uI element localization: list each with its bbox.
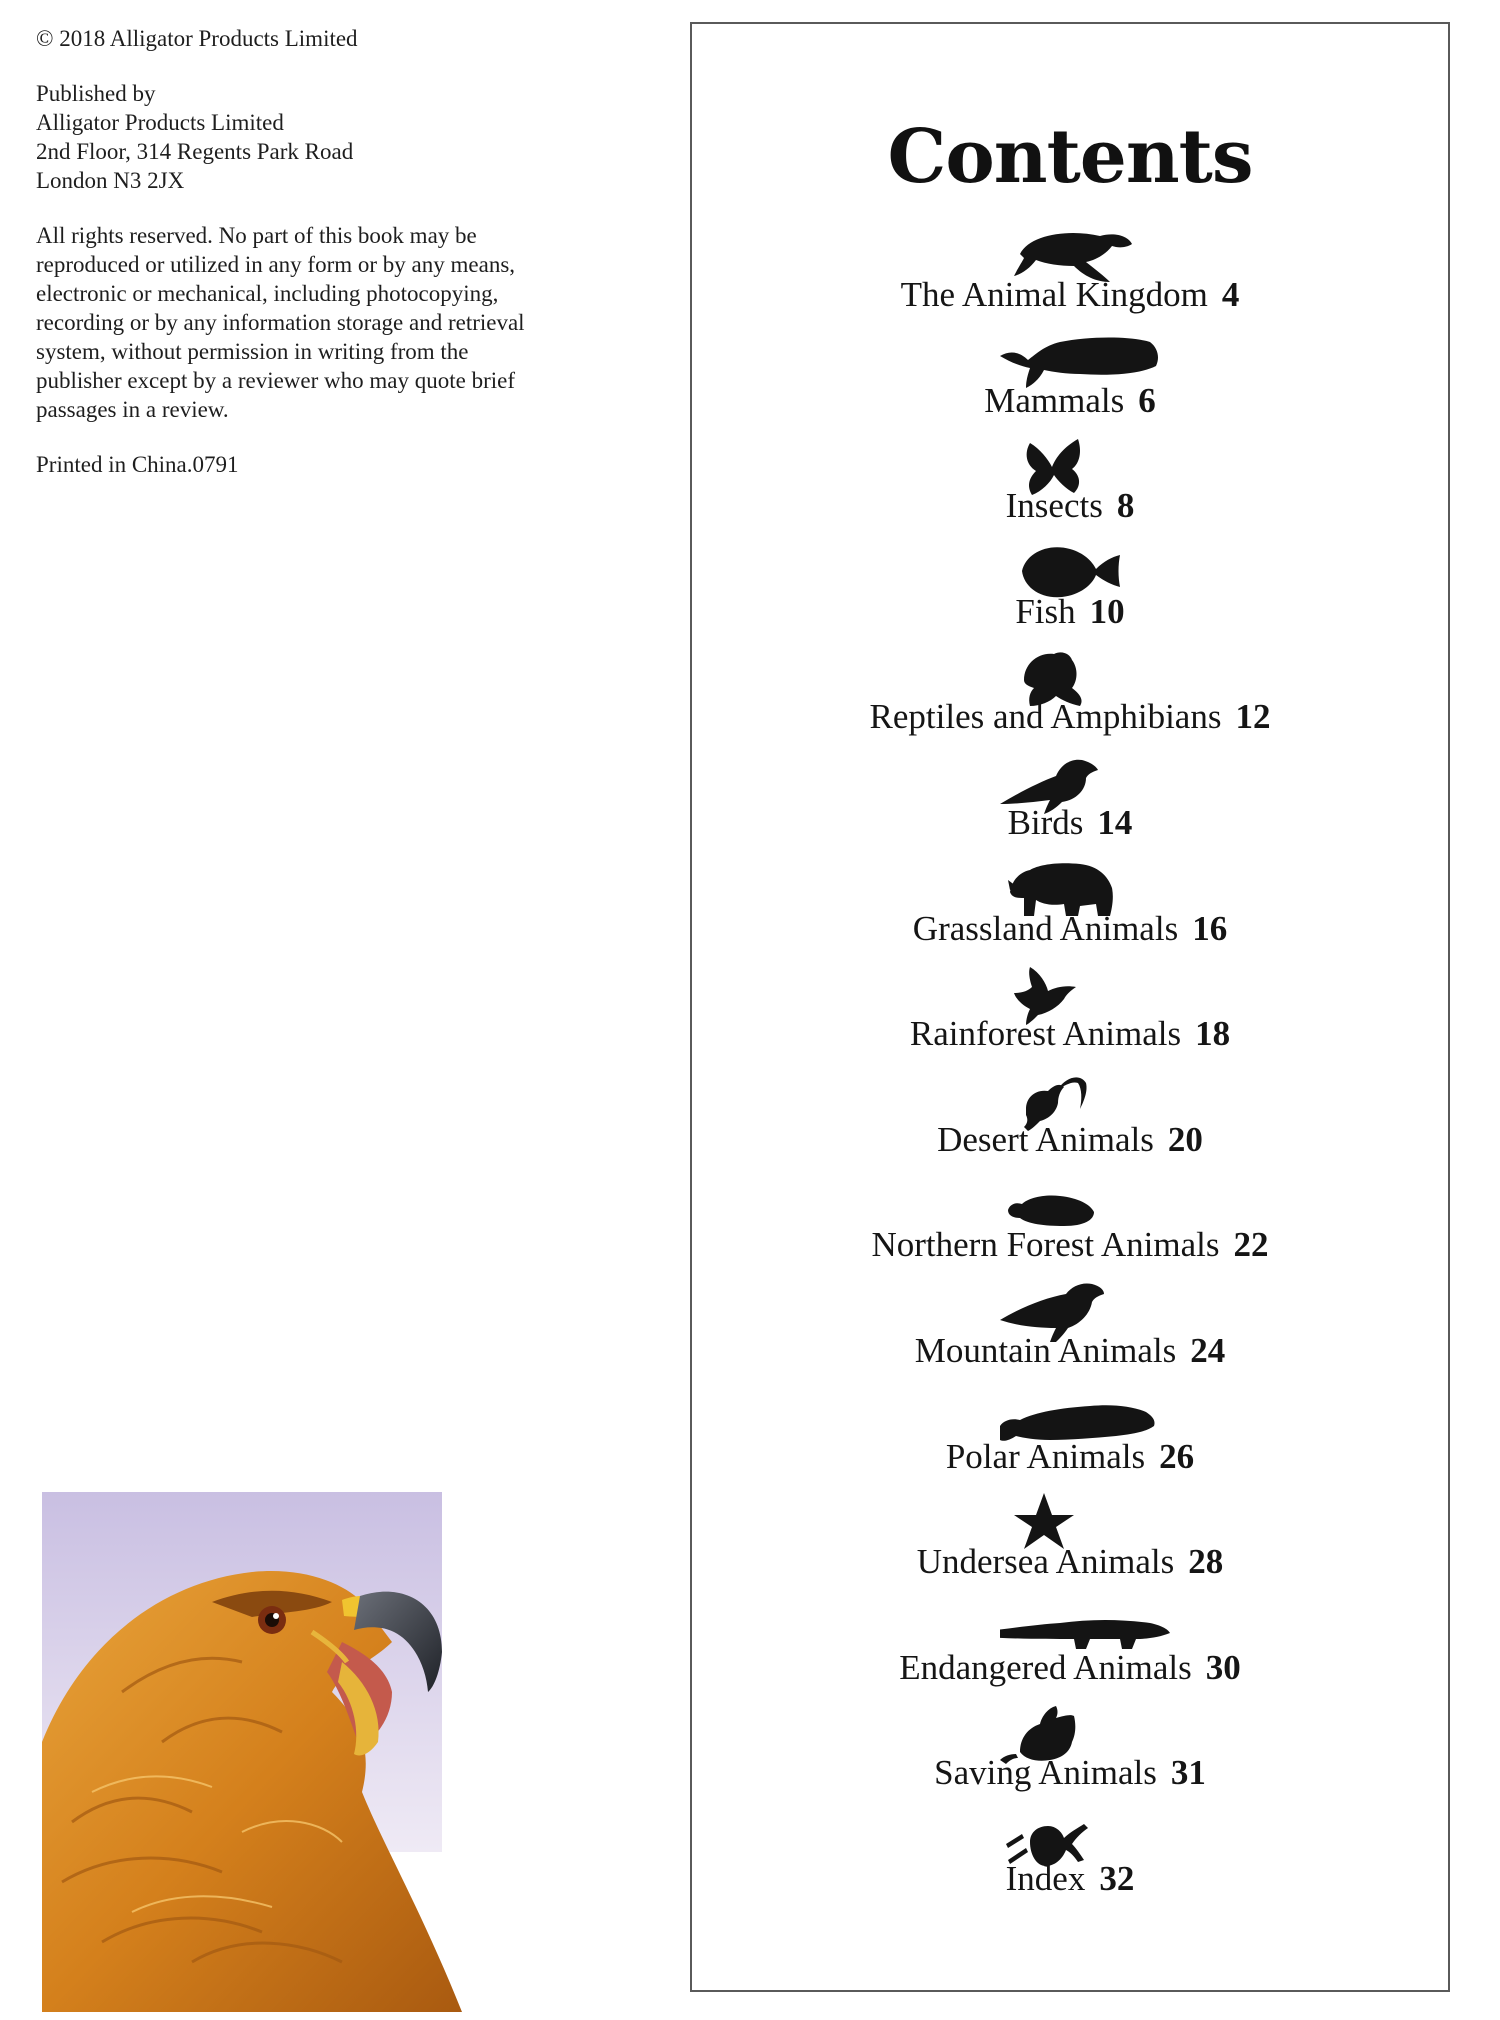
toc-entry-polar[interactable] — [692, 1386, 1448, 1492]
toc-page-number: 28 — [1188, 1542, 1224, 1582]
toc-page-number: 4 — [1221, 275, 1240, 314]
toc-title: Saving Animals — [934, 1753, 1157, 1793]
toc-title: Rainforest Animals — [909, 1014, 1182, 1054]
toc-entry-animal-kingdom[interactable] — [692, 224, 1448, 330]
toc-page-number: 22 — [1233, 1225, 1269, 1265]
publisher-address — [36, 79, 636, 195]
toc-title: Endangered Animals — [899, 1647, 1192, 1687]
toc-title: Northern Forest Animals — [871, 1225, 1220, 1265]
toc-page-number: 20 — [1167, 1119, 1203, 1159]
copyright-line: © 2018 Alligator Products Limited — [36, 26, 358, 51]
contents-title: Contents — [887, 114, 1253, 200]
toc-entry-grassland[interactable] — [692, 858, 1448, 964]
toc-entry-insects[interactable] — [692, 435, 1448, 541]
eagle-head-picture — [42, 1492, 518, 2012]
toc-title: Index — [1005, 1858, 1086, 1898]
printed-in-line: Printed in China.0791 — [36, 452, 239, 477]
toc-title: Reptiles and Amphibians — [869, 697, 1222, 737]
golden-eagle-illustration — [42, 1492, 518, 2012]
toc-entry-endangered[interactable] — [692, 1597, 1448, 1703]
toc-page-number: 12 — [1235, 697, 1271, 737]
toc-page-number: 24 — [1190, 1330, 1226, 1370]
published-by-label: Published by — [36, 81, 156, 106]
imprint-block — [36, 24, 636, 505]
toc-title: Polar Animals — [945, 1436, 1146, 1476]
toc-title: The Animal Kingdom — [900, 275, 1208, 314]
toc-entry-desert[interactable] — [692, 1069, 1448, 1175]
toc-entry-index[interactable] — [692, 1808, 1448, 1914]
toc-title: Fish — [1015, 591, 1076, 631]
toc-entry-saving[interactable] — [692, 1702, 1448, 1808]
toc-page-number: 32 — [1099, 1858, 1135, 1898]
toc-page-number: 30 — [1205, 1647, 1241, 1687]
toc-title: Mammals — [984, 380, 1125, 420]
toc-entry-fish[interactable] — [692, 541, 1448, 647]
publisher-name: Alligator Products Limited — [36, 110, 284, 135]
toc-title: Undersea Animals — [916, 1542, 1175, 1582]
toc-entry-mammals[interactable] — [692, 330, 1448, 436]
toc-entry-birds[interactable] — [692, 752, 1448, 858]
publisher-street: 2nd Floor, 314 Regents Park Road — [36, 139, 354, 164]
toc-title: Desert Animals — [937, 1119, 1154, 1159]
toc-page-number: 14 — [1097, 802, 1133, 842]
toc-entry-northern-forest[interactable] — [692, 1174, 1448, 1280]
toc-page-number: 8 — [1116, 486, 1135, 526]
toc-entry-undersea[interactable] — [692, 1491, 1448, 1597]
table-of-contents — [692, 224, 1448, 1914]
toc-page-number: 26 — [1159, 1436, 1195, 1476]
rights-notice: All rights reserved. No part of this book may be reproduced or utilized in any form or by any means, electronic or mechanical, including photocopying, recording or by any information storage and retrieval system, without permission in writing from the publisher except by a reviewer who may quote brief passages in a review. — [36, 223, 525, 422]
toc-entry-rainforest[interactable] — [692, 963, 1448, 1069]
toc-page-number: 31 — [1170, 1753, 1206, 1793]
toc-title: Birds — [1007, 802, 1084, 842]
contents-panel — [690, 22, 1450, 1992]
toc-title: Mountain Animals — [914, 1330, 1177, 1370]
toc-page-number: 10 — [1089, 591, 1125, 631]
toc-title: Insects — [1005, 486, 1103, 526]
publisher-city: London N3 2JX — [36, 168, 185, 193]
toc-page-number: 18 — [1195, 1014, 1231, 1054]
toc-entry-mountain[interactable] — [692, 1280, 1448, 1386]
toc-entry-reptiles-amphibians[interactable] — [692, 646, 1448, 752]
toc-title: Grassland Animals — [912, 908, 1179, 948]
toc-page-number: 6 — [1138, 380, 1156, 420]
toc-page-number: 16 — [1192, 908, 1228, 948]
